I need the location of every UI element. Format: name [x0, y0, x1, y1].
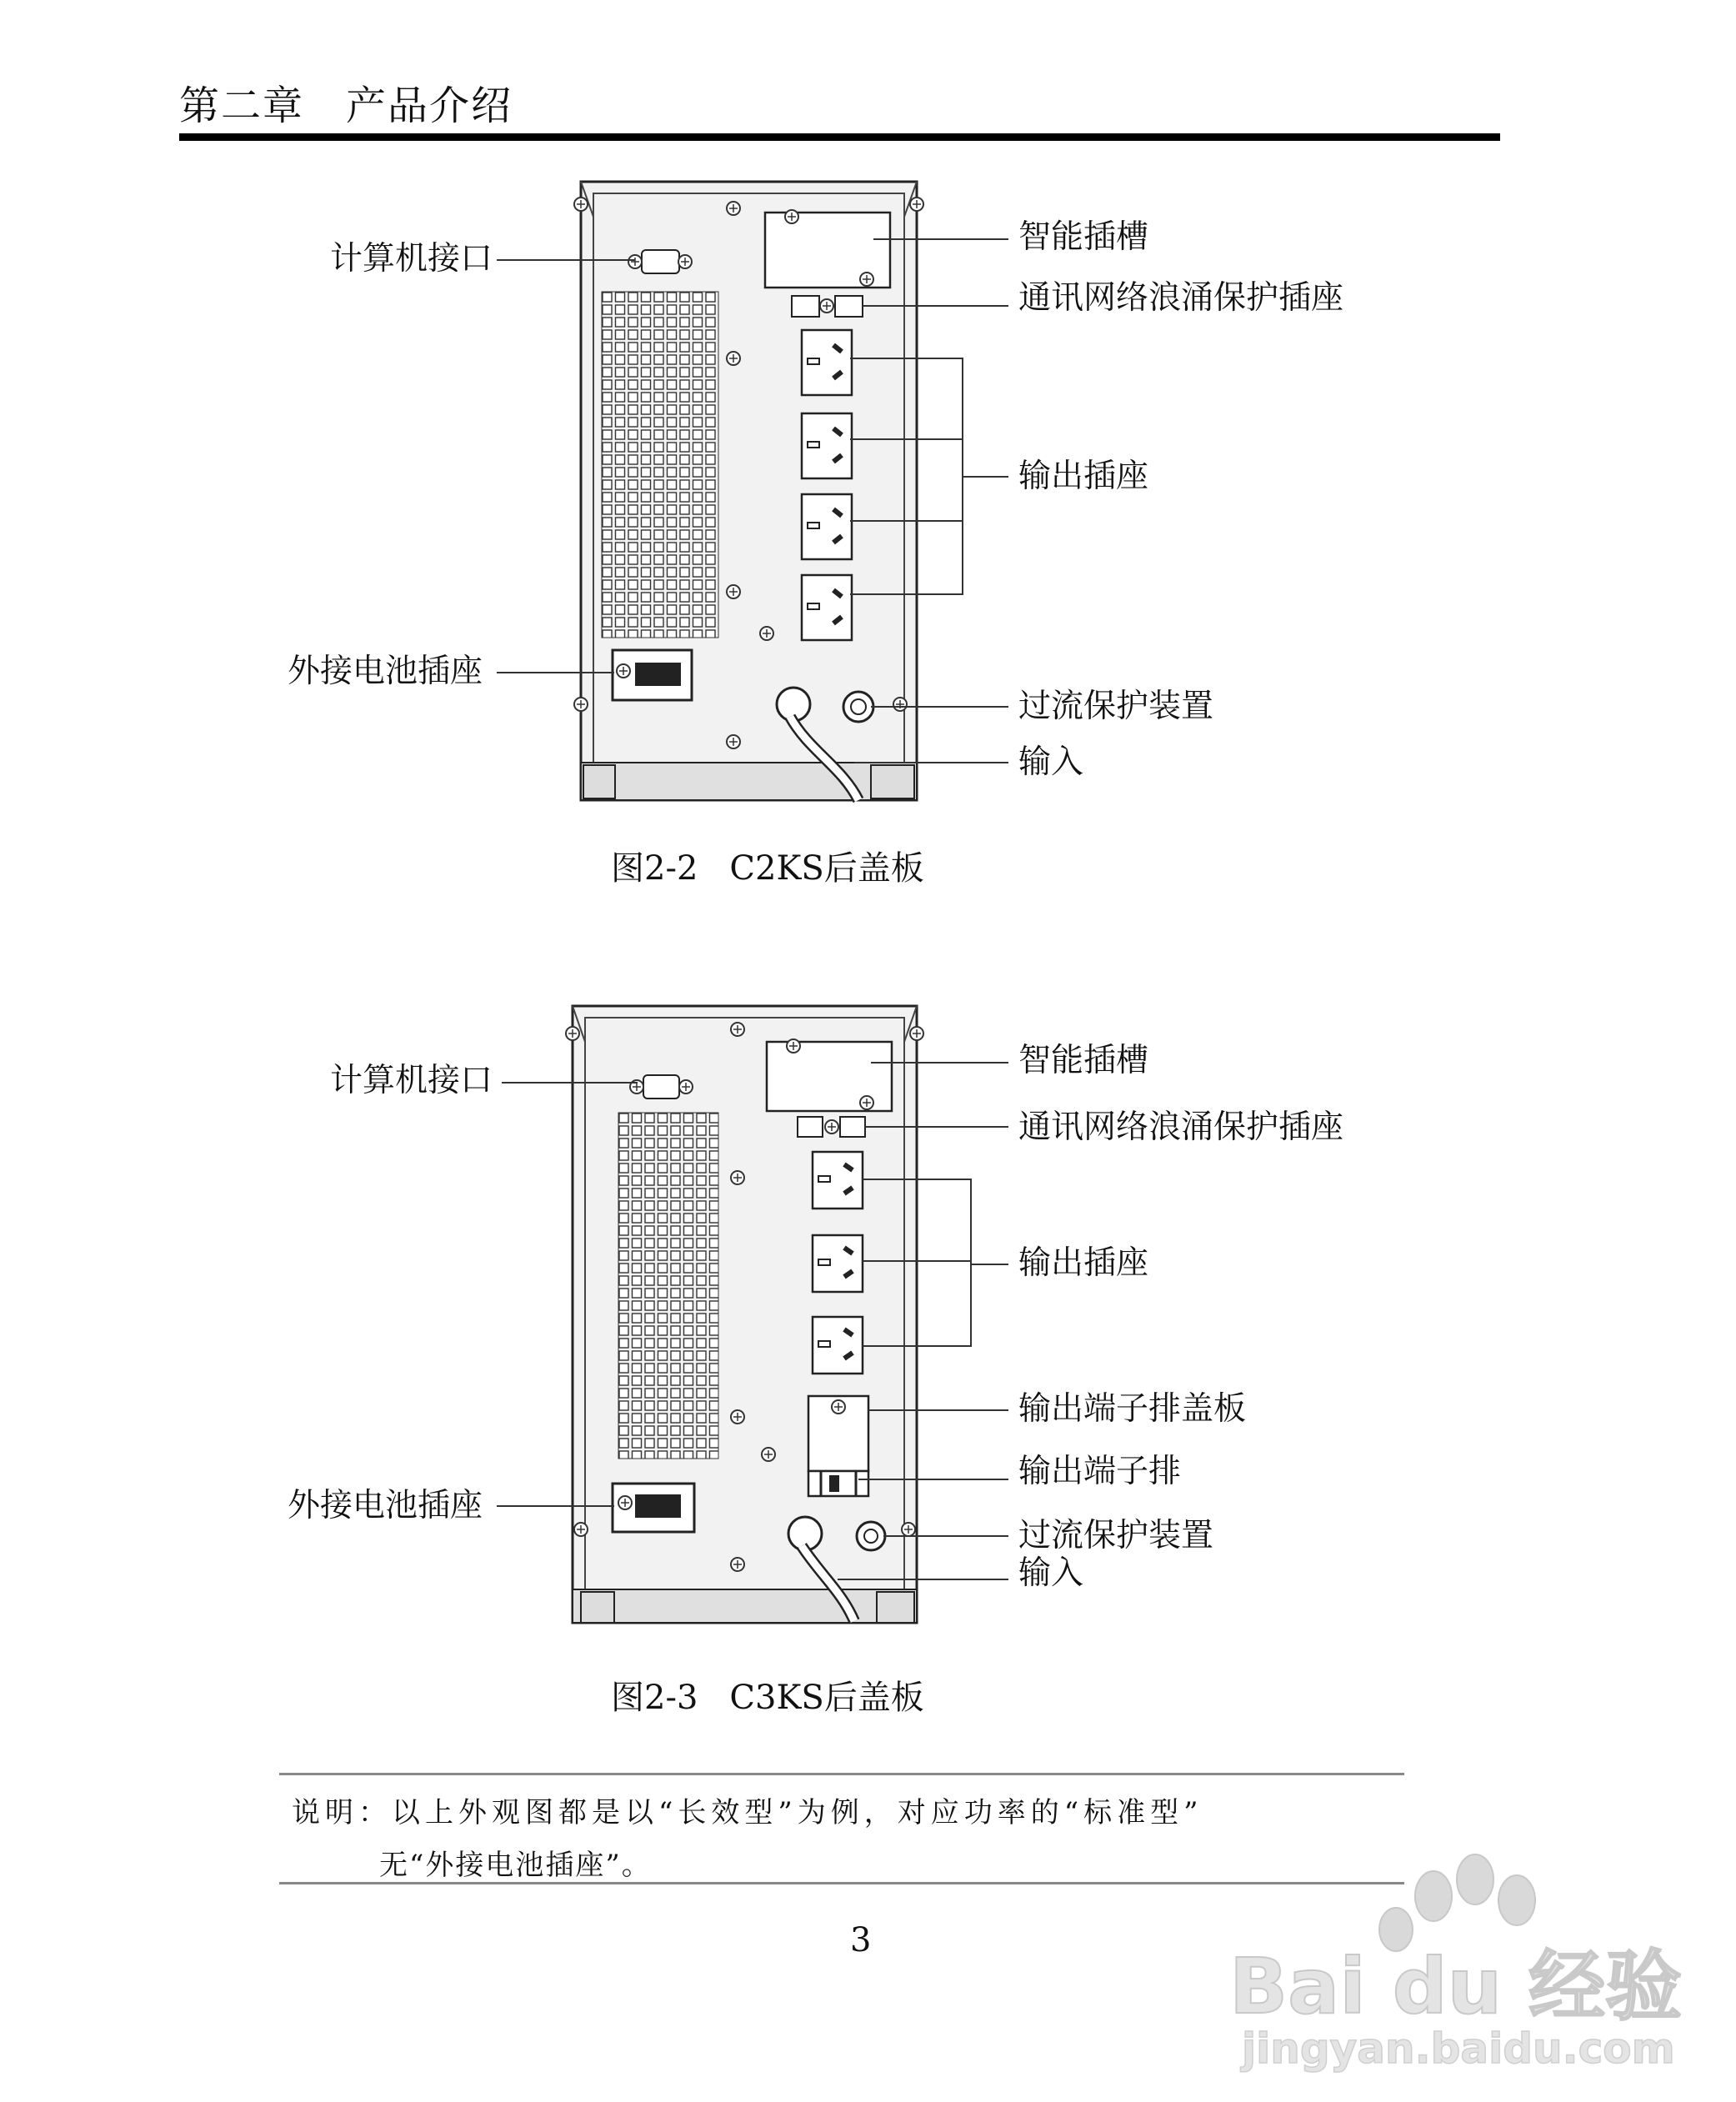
- watermark-url: jingyan.baidu.com: [1242, 2024, 1675, 2073]
- note-line-2: 无“外接电池插座”。: [379, 1849, 652, 1882]
- caption-figure-2-2: [611, 842, 924, 889]
- label-battery-socket: 外接电池插座: [288, 1487, 483, 1524]
- figure-c2ks: [0, 167, 1736, 900]
- baidu-watermark: [1217, 1834, 1717, 2084]
- label-terminal-cover: 输出端子排盖板: [1018, 1390, 1247, 1428]
- chapter-number: 第二章: [179, 83, 305, 129]
- caption-title: C2KS后盖板: [729, 849, 924, 888]
- ups-c3ks-drawing: [566, 1006, 923, 1623]
- label-battery-socket: 外接电池插座: [288, 653, 483, 690]
- label-computer-port: 计算机接口: [330, 1062, 493, 1099]
- label-computer-port: 计算机接口: [330, 240, 493, 278]
- label-smart-slot: 智能插槽: [1018, 218, 1149, 256]
- figure-c3ks: [0, 996, 1736, 1646]
- note-line-1: 说明：以上外观图都是以“长效型”为例，对应功率的“标准型”: [292, 1796, 1203, 1829]
- caption-number: 图2-2: [611, 849, 698, 888]
- label-output-sockets: 输出插座: [1018, 1244, 1149, 1282]
- paw-logo-icon: [1379, 1854, 1535, 1951]
- label-input: 输入: [1018, 743, 1084, 781]
- caption-title: C3KS后盖板: [729, 1679, 924, 1717]
- page-number: 3: [850, 1921, 872, 1959]
- label-surge-socket: 通讯网络浪涌保护插座: [1018, 279, 1344, 317]
- label-surge-socket: 通讯网络浪涌保护插座: [1018, 1109, 1344, 1146]
- label-overcurrent: 过流保护装置: [1018, 1517, 1214, 1554]
- label-smart-slot: 智能插槽: [1018, 1042, 1149, 1079]
- label-overcurrent: 过流保护装置: [1018, 688, 1214, 725]
- chapter-header: [179, 73, 513, 131]
- caption-figure-2-3: [611, 1671, 924, 1719]
- note-top-rule: [279, 1773, 1404, 1775]
- label-input: 输入: [1018, 1554, 1084, 1592]
- label-terminal-block: 输出端子排: [1018, 1453, 1182, 1490]
- label-output-sockets: 输出插座: [1018, 458, 1149, 495]
- caption-number: 图2-3: [611, 1679, 698, 1717]
- watermark-logo-text: Bai du 经验: [1229, 1942, 1683, 2031]
- header-rule: [179, 133, 1500, 141]
- chapter-title: 产品介绍: [346, 83, 513, 129]
